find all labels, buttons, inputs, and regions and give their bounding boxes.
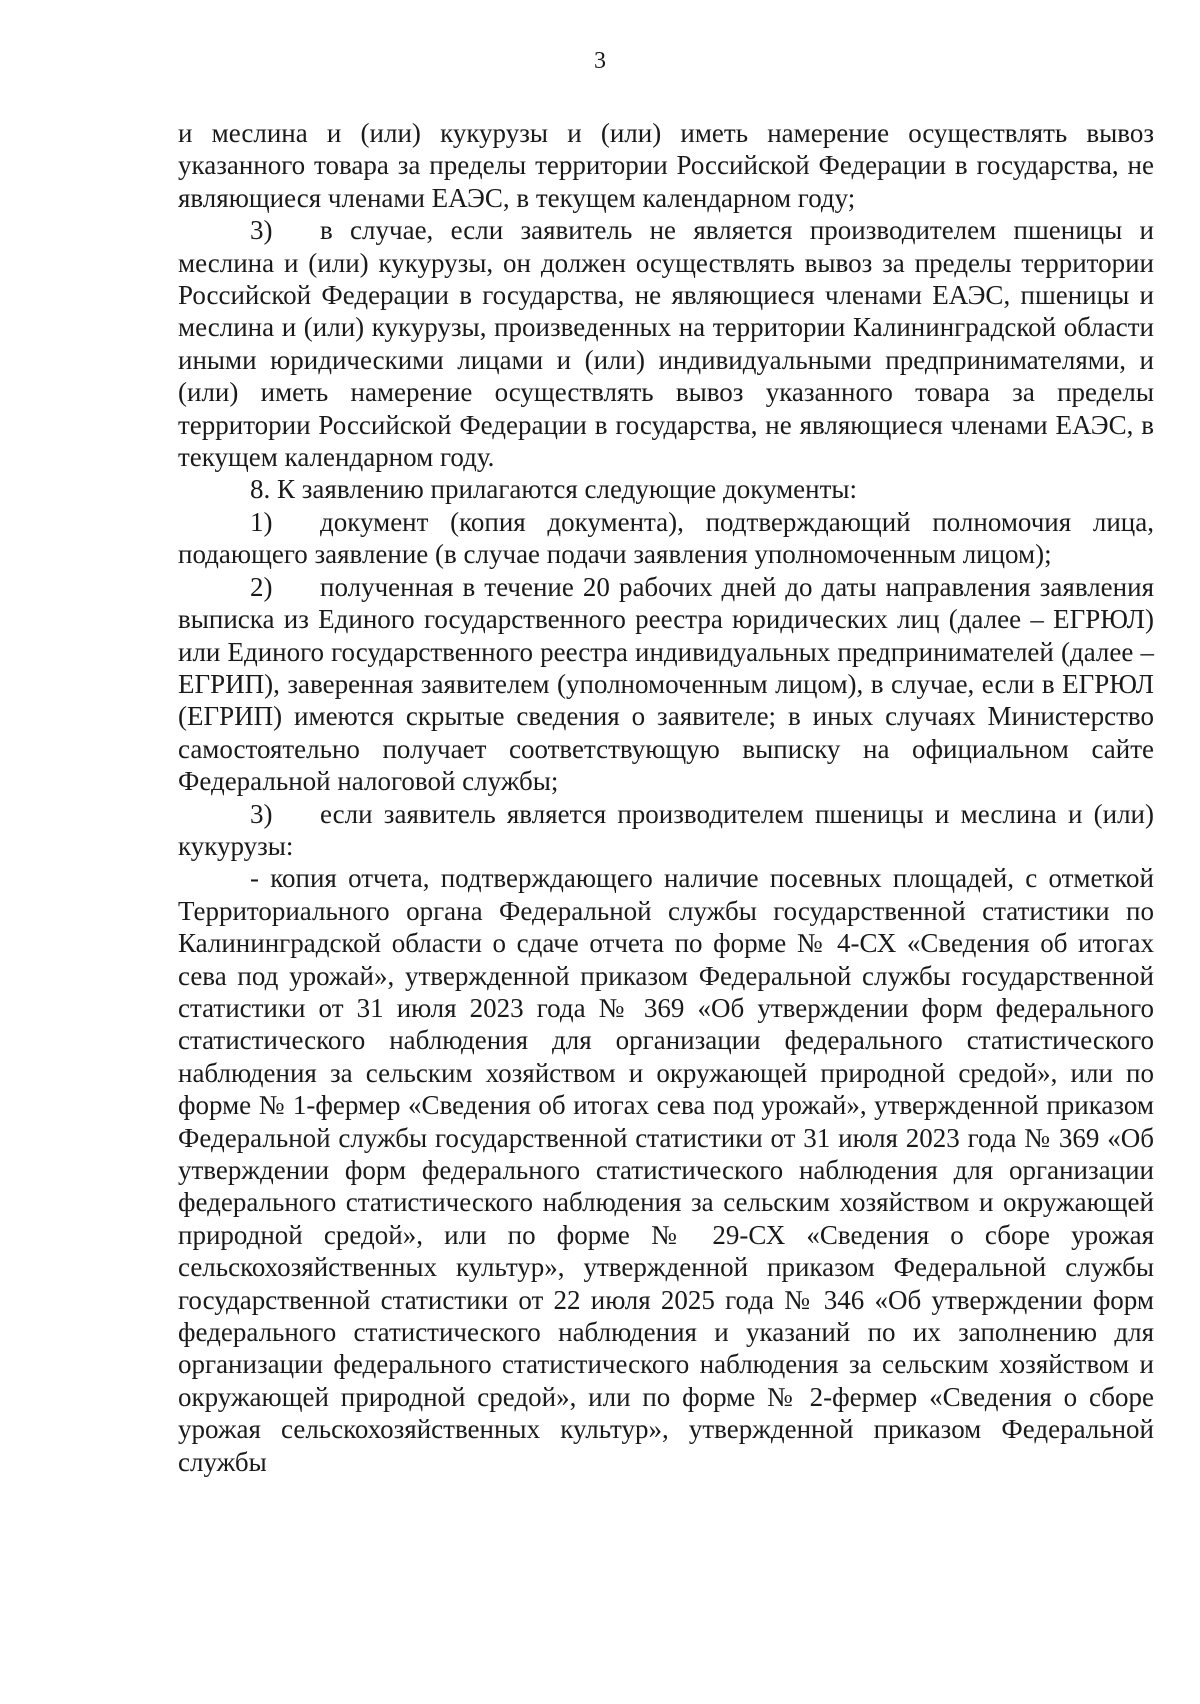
paragraph-text: документ (копия документа), подтверждающий полномочия лица, подающего заявление (в случае подачи заявления уполномоченным лицом); xyxy=(178,506,1154,570)
paragraph-continuation xyxy=(178,117,1154,214)
paragraph-text: - копия отчета, подтверждающего наличие посевных площадей, с отметкой Территориального органа Федеральной службы государственной статистики по Калининградской области о сдаче отчета по форме № 4-СХ «Сведения об итогах сева под урожай», утвержденной приказом Федеральной службы государственной статистики от 31 июля 2023 года № 369 «Об утверждении форм федерального статистического наблюдения для организации федерального статистического наблюдения за сельским хозяйством и окружающей природной средой», или по форме № 1-фермер «Сведения об итогах сева под урожай», утвержденной приказом Федеральной службы государственной статистики от 31 июля 2023 года № 369 «Об утверждении форм федерального статистического наблюдения для организации федерального статистического наблюдения за сельским хозяйством и окружающей природной средой», или по форме № 29-СХ «Сведения о сборе урожая сельскохозяйственных культур», утвержденной приказом Федеральной службы государственной статистики от 22 июля 2025 года № 346 «Об утверждении форм федерального статистического наблюдения и указаний по их заполнению для организации федерального статистического наблюдения за сельским хозяйством и окружающей природной средой», или по форме № 2-фермер «Сведения о сборе урожая сельскохозяйственных культур», утвержденной приказом Федеральной службы xyxy=(178,863,1154,1477)
paragraph-item-2-registry-extract xyxy=(178,571,1154,798)
item-number: 3) xyxy=(250,798,273,829)
paragraph-item-1-authority-document xyxy=(178,506,1154,571)
paragraph-text: если заявитель является производителем пшеницы и меслина и (или) кукурузы: xyxy=(178,798,1154,861)
document-body xyxy=(178,117,1154,1478)
item-number: 3) xyxy=(250,215,273,246)
paragraph-section-8-heading xyxy=(178,473,1154,505)
paragraph-item-3-producer xyxy=(178,798,1154,863)
paragraph-text: 8. К заявлению прилагаются следующие документы: xyxy=(250,474,858,505)
page-number: 3 xyxy=(594,48,606,74)
paragraph-report-copy xyxy=(178,862,1154,1478)
paragraph-text: и меслина и (или) кукурузы и (или) иметь намерение осуществлять вывоз указанного товара за пределы территории Российской Федерации в государства, не являющиеся членами ЕАЭС, в текущем календарном году; xyxy=(178,118,1154,213)
paragraph-text: в случае, если заявитель не является производителем пшеницы и меслина и (или) кукурузы, он должен осуществлять вывоз за пределы территории Российской Федерации в государства, не являющиеся членами ЕАЭС, пшеницы и меслина и (или) кукурузы, произведенных на территории Калининградской области иными юридическими лицами и (или) индивидуальными предпринимателями, и (или) иметь намерение осуществлять вывоз указанного товара за пределы территории Российской Федерации в государства, не являющиеся членами ЕАЭС, в текущем календарном году. xyxy=(178,215,1154,473)
paragraph-item-3-not-producer xyxy=(178,214,1154,473)
item-number: 2) xyxy=(250,571,273,602)
item-number: 1) xyxy=(250,506,273,537)
paragraph-text: полученная в течение 20 рабочих дней до даты направления заявления выписка из Единого государственного реестра юридических лиц (далее – ЕГРЮЛ) или Единого государственного реестра индивидуальных предпринимателей (далее – ЕГРИП), заверенная заявителем (уполномоченным лицом), в случае, если в ЕГРЮЛ (ЕГРИП) имеются скрытые сведения о заявителе; в иных случаях Министерство самостоятельно получает соответствующую выписку на официальном сайте Федеральной налоговой службы; xyxy=(178,571,1154,797)
